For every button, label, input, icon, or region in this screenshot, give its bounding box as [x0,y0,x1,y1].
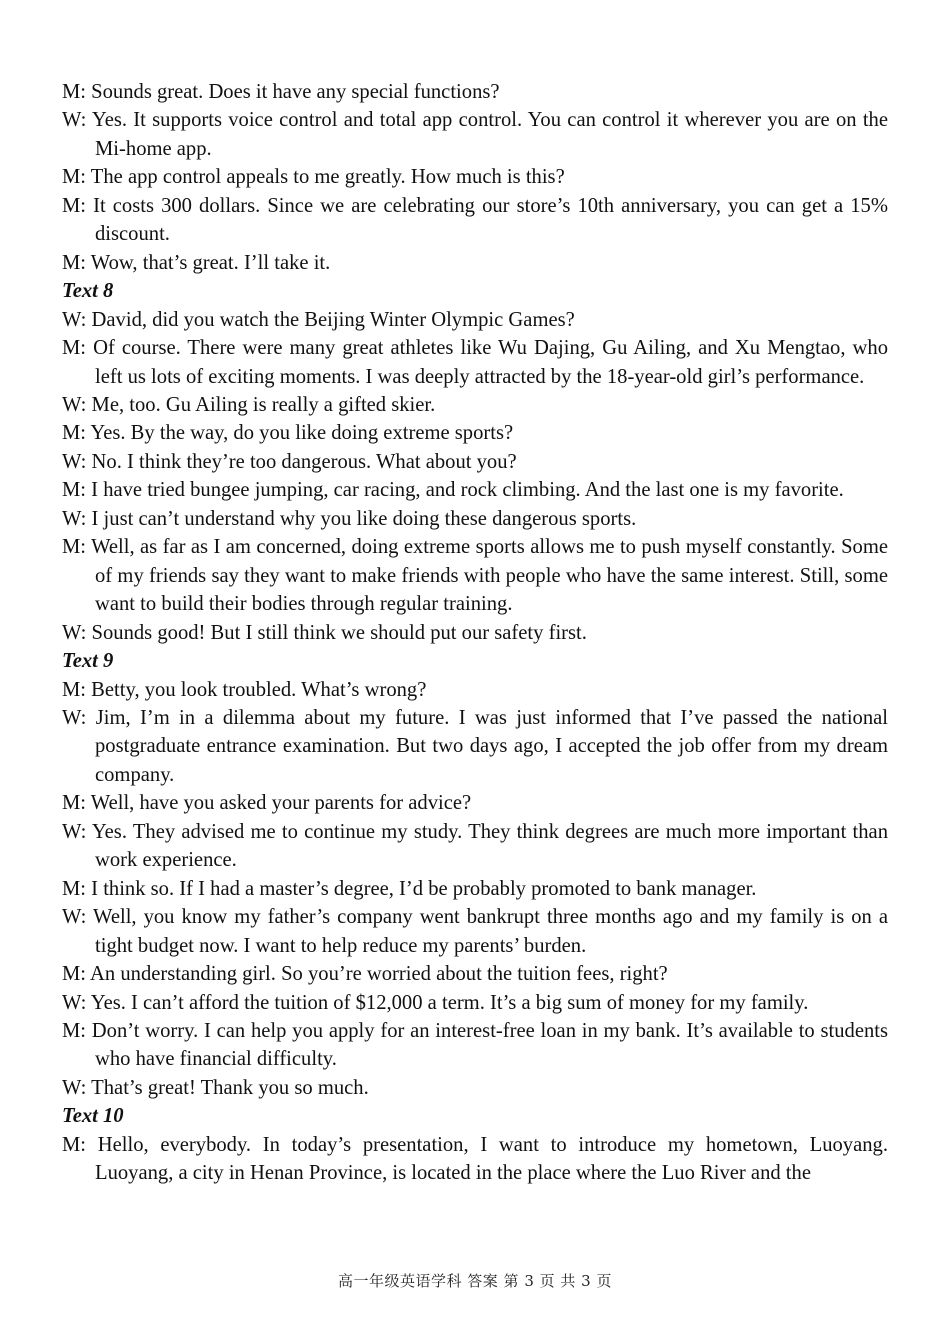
dialogue-line: M: It costs 300 dollars. Since we are celebrating our store’s 10th anniversary, you can get a 15% discount. [62,194,888,246]
section-heading: Text 8 [62,280,114,303]
dialogue-line: W: No. I think they’re too dangerous. What about you? [62,450,517,473]
dialogue-line: W: David, did you watch the Beijing Winter Olympic Games? [62,308,575,331]
dialogue-line: W: Yes. They advised me to continue my study. They think degrees are much more important than work experience. [62,820,888,872]
dialogue-line: M: Well, as far as I am concerned, doing extreme sports allows me to push myself constantly. Some of my friends say they want to make friends with people who have the same interest. Still, some want to build their bodies through regular training. [62,536,888,616]
dialogue-line: M: Sounds great. Does it have any special functions? [62,81,500,103]
dialogue-line: W: Yes. I can’t afford the tuition of $12,000 a term. It’s a big sum of money for my family. [62,991,809,1014]
dialogue-line: W: Sounds good! But I still think we should put our safety first. [62,621,587,644]
section-heading: Text 9 [62,650,114,673]
transcript-content [62,78,888,1188]
section-heading: Text 10 [62,1105,124,1128]
dialogue-line: W: That’s great! Thank you so much. [62,1076,369,1099]
page-footer: 高一年级英语学科 答案 第 3 页 共 3 页 [338,1272,612,1290]
dialogue-line: M: Hello, everybody. In today’s presentation, I want to introduce my hometown, Luoyang. Luoyang, a city in Henan Province, is located in the place where the Luo River and the [62,1133,888,1185]
dialogue-line: M: Yes. By the way, do you like doing extreme sports? [62,422,514,445]
dialogue-line: W: Yes. It supports voice control and total app control. You can control it wherever you are on the Mi-home app. [62,109,888,160]
dialogue-line: M: Well, have you asked your parents for advice? [62,792,472,815]
dialogue-line: W: I just can’t understand why you like doing these dangerous sports. [62,507,637,530]
dialogue-line: M: Of course. There were many great athletes like Wu Dajing, Gu Ailing, and Xu Mengtao, who left us lots of exciting moments. I was deeply attracted by the 18-year-old girl’s performance. [62,337,888,388]
dialogue-line: M: I have tried bungee jumping, car racing, and rock climbing. And the last one is my favorite. [62,479,844,502]
dialogue-line: M: An understanding girl. So you’re worried about the tuition fees, right? [62,963,668,986]
dialogue-line: W: Jim, I’m in a dilemma about my future. I was just informed that I’ve passed the national postgraduate entrance examination. But two days ago, I accepted the job offer from my dream company. [62,706,888,786]
dialogue-line: M: Betty, you look troubled. What’s wrong? [62,678,427,701]
dialogue-line: M: I think so. If I had a master’s degree, I’d be probably promoted to bank manager. [62,877,757,900]
dialogue-line: M: Wow, that’s great. I’ll take it. [62,251,331,274]
dialogue-line: M: The app control appeals to me greatly. How much is this? [62,166,565,189]
dialogue-line: M: Don’t worry. I can help you apply for an interest-free loan in my bank. It’s available to students who have financial difficulty. [62,1019,888,1071]
dialogue-line: W: Well, you know my father’s company went bankrupt three months ago and my family is on a tight budget now. I want to help reduce my parents’ burden. [62,906,888,957]
dialogue-line: W: Me, too. Gu Ailing is really a gifted skier. [62,393,436,416]
